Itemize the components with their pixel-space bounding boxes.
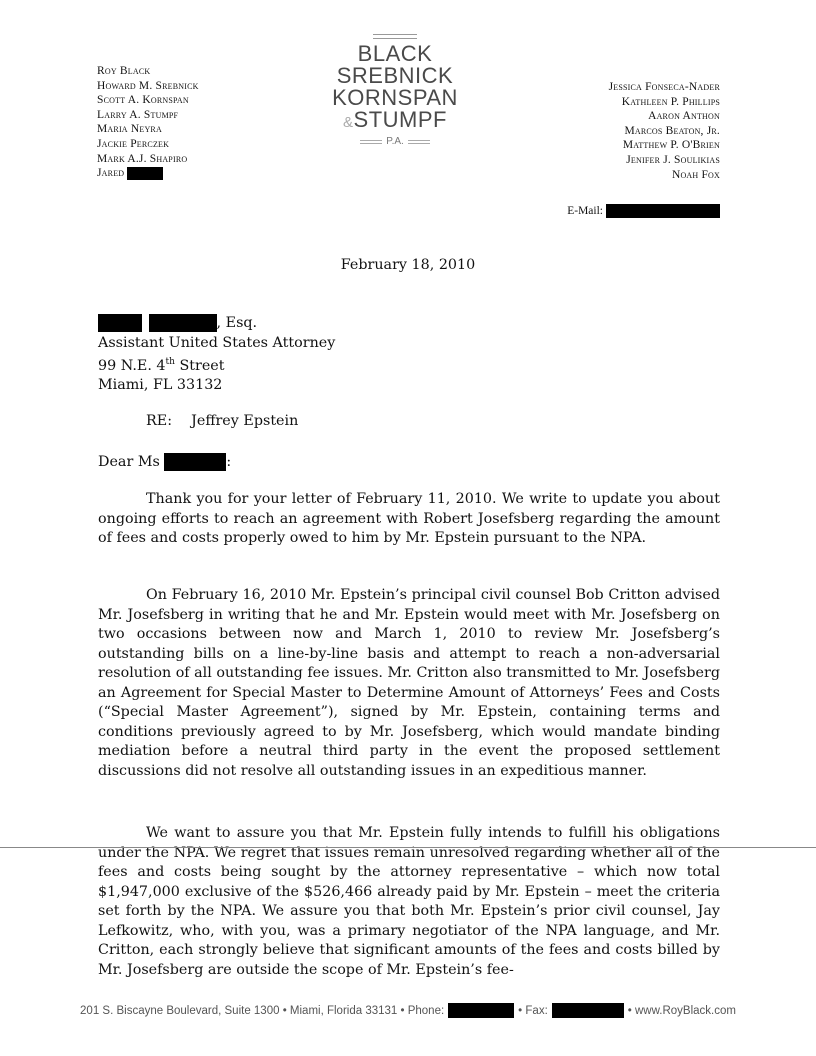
re-line xyxy=(146,412,768,432)
partner-name-redacted: Jared xyxy=(97,166,199,181)
logo-rule xyxy=(373,34,417,35)
email-label: E-Mail: xyxy=(567,205,603,217)
re-label: RE: xyxy=(146,413,173,429)
recipient-block xyxy=(98,314,720,396)
partner-name: Larry A. Stumpf xyxy=(97,108,179,121)
redaction-box xyxy=(552,1003,624,1018)
logo-line: KORNSPAN xyxy=(332,85,458,110)
logo-line: SREBNICK xyxy=(336,63,454,88)
redaction-box xyxy=(127,167,163,180)
paragraph-3: We want to assure you that Mr. Epstein fully intends to fulfill his obligations under the NPA. We regret that issues remain unresolved regarding whether all of the fees and costs being sought by the attorney representative – which now total $1,947,000 exclusive of the $526,466 already paid by Mr. Epstein – meet the criteria set forth by the NPA. We assure you that both Mr. Epstein’s prior civil counsel, Jay Lefkowitz, who, with you, was a primary negotiator of the NPA language, and Mr. Critton, each strongly believe that significant amounts of the fees and costs billed by Mr. Josefsberg are outside the scope of Mr. Epstein’s fee- xyxy=(98,825,720,978)
partner-name: Jackie Perczek xyxy=(97,137,170,150)
scan-line-artifact xyxy=(0,847,816,848)
logo-ampersand: & xyxy=(343,114,354,131)
associates-list-right xyxy=(609,80,720,182)
footer-website: • www.RoyBlack.com xyxy=(627,1004,736,1017)
partner-name: Mark A.J. Shapiro xyxy=(97,152,188,165)
logo-line-stumpf: &STUMPF xyxy=(343,107,447,132)
associate-name: Marcos Beaton, Jr. xyxy=(624,124,720,137)
partner-name: Howard M. Srebnick xyxy=(97,79,199,92)
footer xyxy=(0,1003,816,1018)
associate-name: Aaron Anthon xyxy=(648,110,720,123)
footer-fax-label: • Fax: xyxy=(518,1004,548,1017)
firm-logo xyxy=(320,34,470,147)
recipient-address-city: Miami, FL 33132 xyxy=(98,377,223,394)
redaction-box xyxy=(164,453,226,471)
partner-name: Scott A. Kornspan xyxy=(97,94,189,107)
partner-name: Roy Black xyxy=(97,65,151,77)
associate-name: Jenifer J. Soulikias xyxy=(626,153,720,166)
associate-name: Noah Fox xyxy=(671,168,720,181)
partners-list-left xyxy=(97,64,199,181)
redaction-box xyxy=(149,314,217,332)
salutation: Dear Ms : xyxy=(98,454,232,470)
email-line xyxy=(567,204,720,218)
paragraph-1: Thank you for your letter of February 11, 2010. We write to update you about ongoing efforts to reach an agreement with Robert Josefsberg regarding the amount of fees and costs properly owed to him by Mr. Epstein pursuant to the NPA. xyxy=(98,491,720,546)
paragraph-2: On February 16, 2010 Mr. Epstein’s principal civil counsel Bob Critton advised Mr. Josefsberg in writing that he and Mr. Epstein would meet with Mr. Josefsberg on two occasions between now and March 1, 2010 to review Mr. Josefsberg’s outstanding bills on a line-by-line basis and attempt to reach a non-adversarial resolution of all outstanding fee issues. Mr. Critton also transmitted to Mr. Josefsberg an Agreement for Special Master to Determine Amount of Attorneys’ Fees and Costs (“Special Master Agreement”), signed by Mr. Epstein, containing terms and conditions previously agreed to by Mr. Josefsberg, which would mandate binding mediation before a neutral third party in the event the proposed settlement discussions did not resolve all outstanding issues in an expeditious manner. xyxy=(98,587,720,779)
letter-date: February 18, 2010 xyxy=(340,257,476,273)
recipient-name: , Esq. xyxy=(98,314,720,334)
recipient-title: Assistant United States Attorney xyxy=(98,334,336,351)
associate-name: Kathleen P. Phillips xyxy=(621,95,720,108)
logo-line: BLACK xyxy=(357,41,433,66)
redaction-box xyxy=(98,314,142,332)
logo-pa: P.A. xyxy=(320,136,470,147)
associate-name: Jessica Fonseca-Nader xyxy=(608,81,720,93)
partner-name: Maria Neyra xyxy=(97,123,162,136)
redaction-box xyxy=(448,1003,514,1018)
associate-name: Matthew P. O'Brien xyxy=(622,139,720,152)
footer-address: 201 S. Biscayne Boulevard, Suite 1300 • Miami, Florida 33131 • Phone: xyxy=(80,1004,445,1017)
re-subject: Jeffrey Epstein xyxy=(191,413,299,429)
recipient-address-street: 99 N.E. 4th Street xyxy=(98,357,225,374)
logo-rule xyxy=(373,38,417,39)
redaction-box xyxy=(606,204,720,218)
